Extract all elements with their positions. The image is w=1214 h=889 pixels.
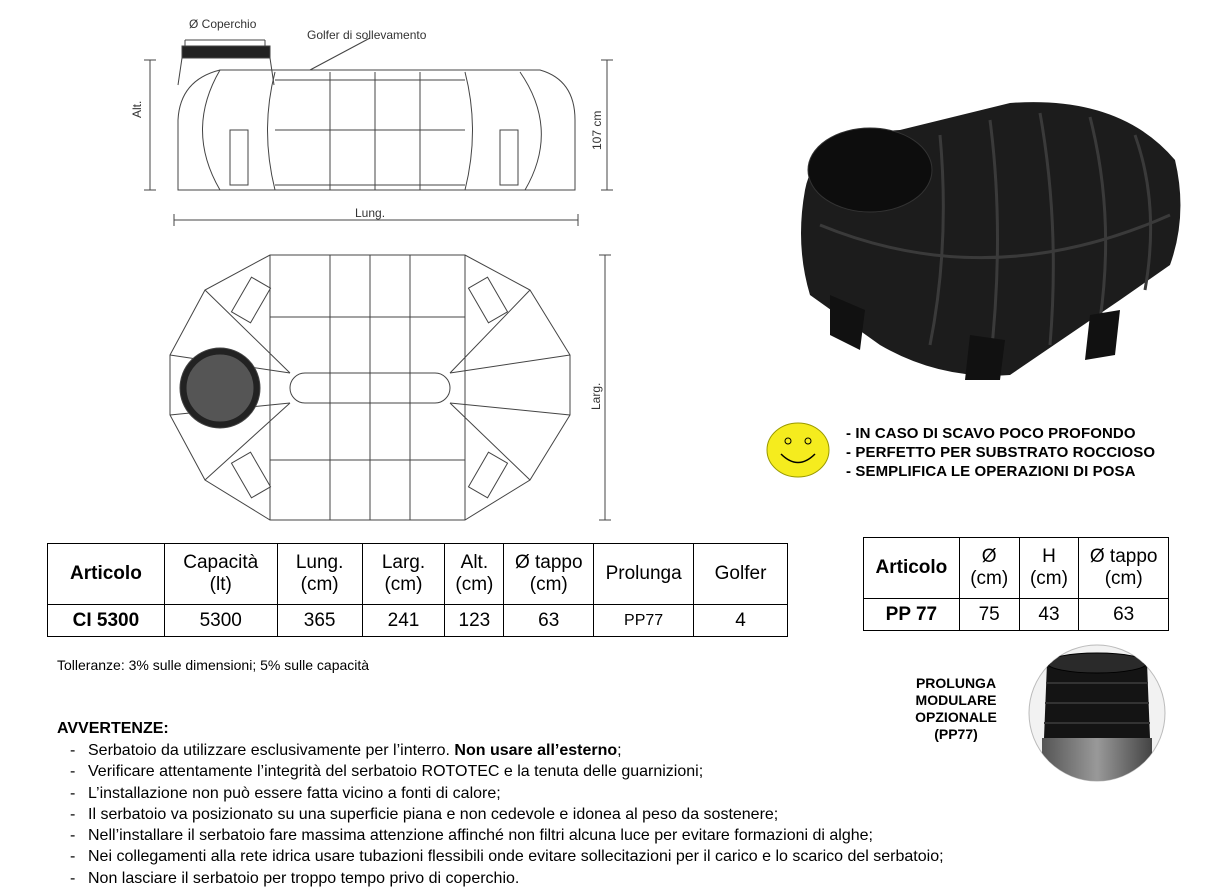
cell-prolunga: PP77: [594, 605, 694, 637]
cell-lung: 365: [277, 605, 362, 637]
label-golfer: Golfer di sollevamento: [307, 28, 427, 42]
list-item: - Verificare attentamente l’integrità del serbatoio ROTOTEC e la tenuta delle guarnizioni;: [70, 763, 704, 781]
prolunga-spec-table: [863, 537, 1169, 631]
list-item: - Serbatoio da utilizzare esclusivamente per l’interro. Non usare all’esterno;: [70, 742, 622, 759]
prolunga-label: PROLUNGA MODULARE OPZIONALE (PP77): [915, 675, 997, 742]
header-alt: Alt. (cm): [445, 544, 504, 605]
label-alt: Alt.: [130, 100, 144, 118]
feature-item: - PERFETTO PER SUBSTRATO ROCCIOSO: [846, 444, 1156, 461]
table-header-row: [864, 538, 1169, 599]
feature-list: [846, 424, 1155, 481]
header-tappo: Ø tappo (cm): [1079, 538, 1169, 599]
table-header-row: [48, 544, 788, 605]
cell-articolo: CI 5300: [48, 605, 165, 637]
cell-tappo: 63: [1079, 599, 1169, 631]
list-item: - Non lasciare il serbatoio per troppo tempo privo di coperchio.: [70, 869, 520, 887]
cell-diametro: 75: [959, 599, 1019, 631]
header-capacita: Capacità (lt): [164, 544, 277, 605]
cell-articolo: PP 77: [864, 599, 960, 631]
header-articolo: Articolo: [48, 544, 165, 605]
cell-larg: 241: [362, 605, 445, 637]
warnings-title: AVVERTENZE:: [57, 720, 169, 737]
label-coperchio: Ø Coperchio: [189, 17, 257, 31]
header-lung: Lung. (cm): [277, 544, 362, 605]
header-tappo: Ø tappo (cm): [504, 544, 594, 605]
header-altezza: H (cm): [1019, 538, 1079, 599]
smiley-icon: [765, 421, 831, 479]
list-item: - Nei collegamenti alla rete idrica usare tubazioni flessibili onde evitare sollecitazioni per il carico e lo scarico del serbatoio;: [70, 848, 944, 866]
main-spec-table: [47, 543, 788, 637]
feature-item: - SEMPLIFICA LE OPERAZIONI DI POSA: [846, 463, 1136, 480]
table-row: [864, 599, 1169, 631]
top-view-drawing: [165, 245, 615, 530]
warnings-list: [70, 740, 944, 889]
header-diametro: Ø (cm): [959, 538, 1019, 599]
cell-alt: 123: [445, 605, 504, 637]
label-height-cm: 107 cm: [590, 110, 604, 150]
cell-capacita: 5300: [164, 605, 277, 637]
table-row: [48, 605, 788, 637]
header-articolo: Articolo: [864, 538, 960, 599]
tolerance-note: Tolleranze: 3% sulle dimensioni; 5% sulle capacità: [57, 657, 370, 673]
cell-altezza: 43: [1019, 599, 1079, 631]
feature-item: - IN CASO DI SCAVO POCO PROFONDO: [846, 425, 1136, 442]
tank-3d-image: [790, 95, 1190, 380]
label-lung: Lung.: [355, 206, 386, 220]
side-view-drawing: [130, 10, 620, 235]
list-item: - L’installazione non può essere fatta vicino a fonti di calore;: [70, 784, 501, 802]
cell-tappo: 63: [504, 605, 594, 637]
header-larg: Larg. (cm): [362, 544, 445, 605]
label-larg: Larg.: [589, 382, 603, 410]
list-item: - Nell’installare il serbatoio fare massima attenzione affinché non filtri alcuna luce per evitare formazioni di alghe;: [70, 827, 873, 845]
header-golfer: Golfer: [694, 544, 788, 605]
prolunga-image: [1022, 643, 1172, 783]
list-item: - Il serbatoio va posizionato su una superficie piana e non cedevole e idonea al peso da sostenere;: [70, 805, 779, 823]
header-prolunga: Prolunga: [594, 544, 694, 605]
cell-golfer: 4: [694, 605, 788, 637]
